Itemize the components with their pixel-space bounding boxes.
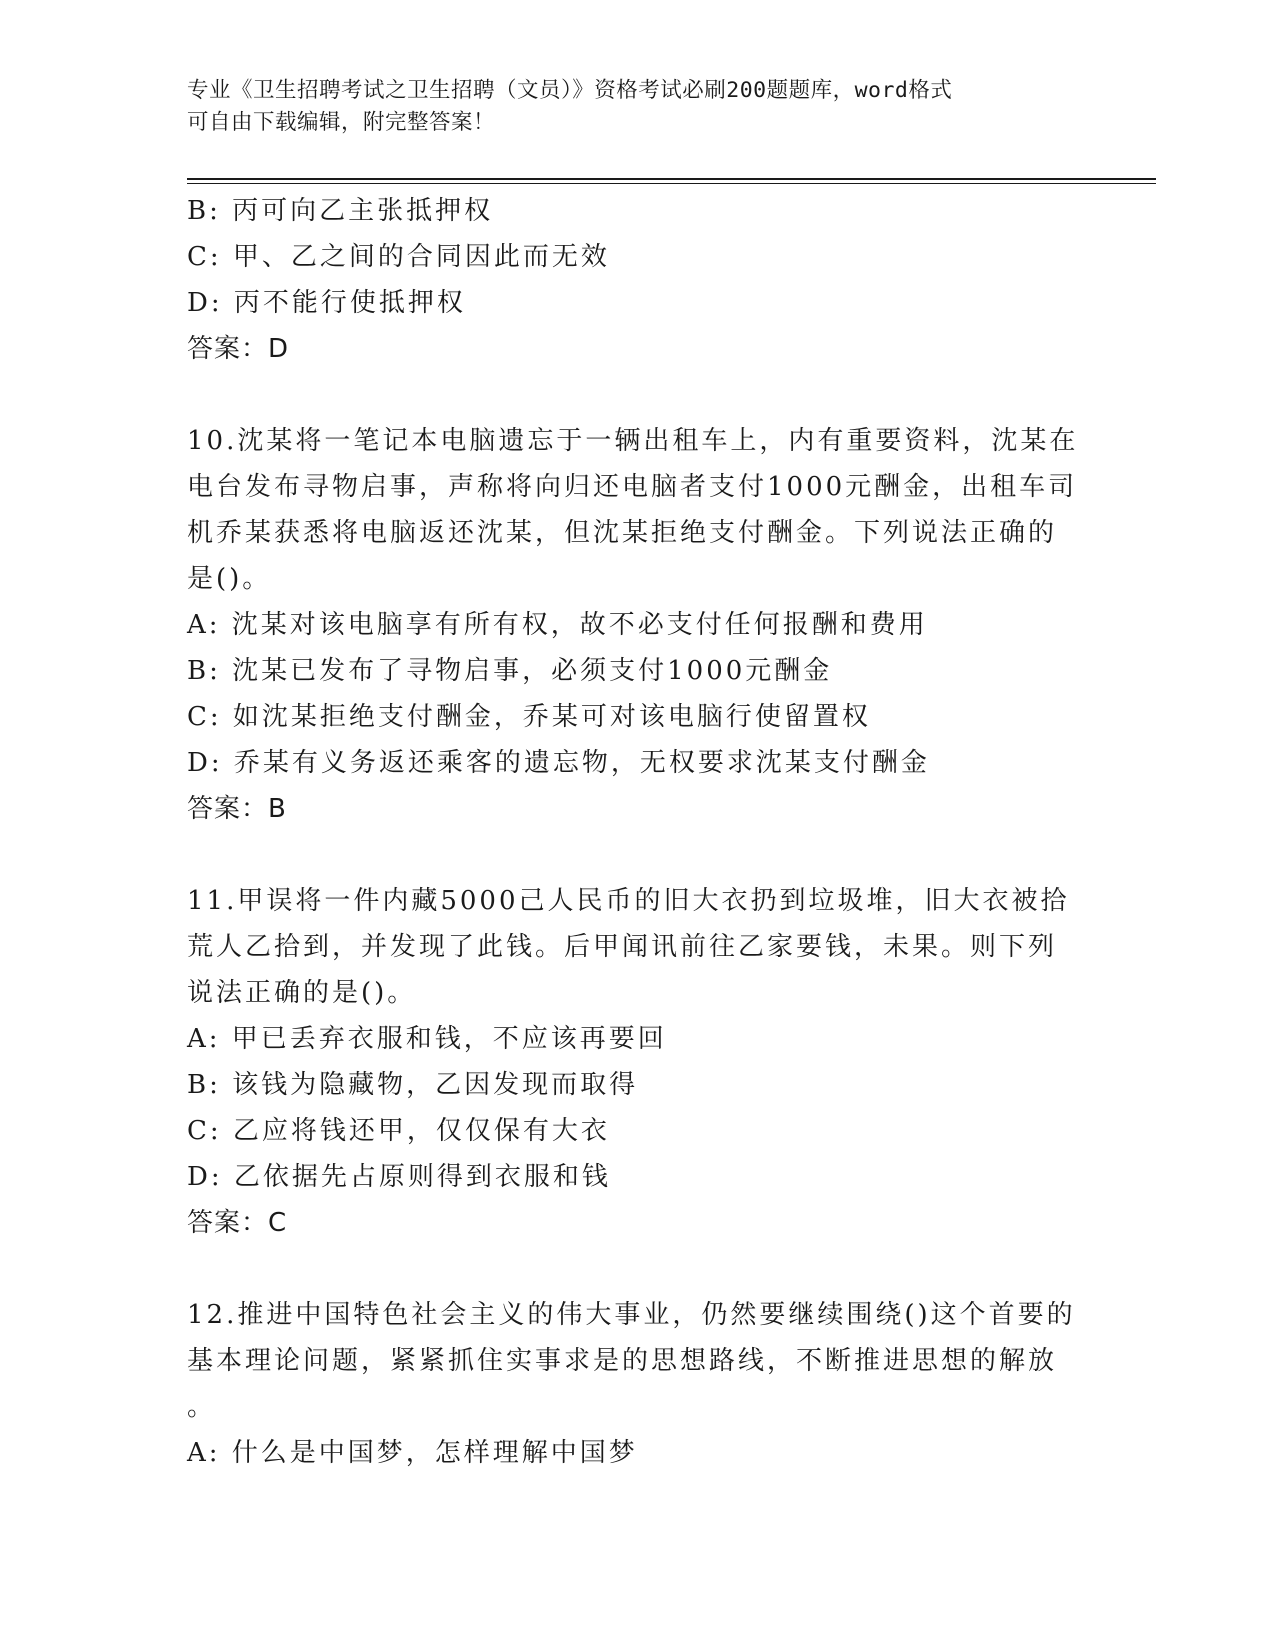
spacer — [187, 1246, 1082, 1292]
question-stem-line: 11.甲误将一件内藏5000己人民币的旧大衣扔到垃圾堆，旧大衣被拾 — [187, 886, 1070, 916]
question-stem-line: 机乔某获悉将电脑返还沈某，但沈某拒绝支付酬金。下列说法正确的 — [187, 518, 1058, 548]
option-c: C: 甲、乙之间的合同因此而无效 — [187, 242, 610, 272]
option-a: A: 沈某对该电脑享有所有权，故不必支付任何报酬和费用 — [187, 610, 928, 640]
question-stem-line: 电台发布寻物启事，声称将向归还电脑者支付1000元酬金，出租车司 — [187, 472, 1078, 502]
question-12 — [187, 1292, 1082, 1476]
option-b: B: 沈某已发布了寻物启事，必须支付1000元酬金 — [187, 656, 833, 686]
option-b: B: 丙可向乙主张抵押权 — [187, 196, 494, 226]
question-9 — [187, 188, 1082, 372]
option-d: D: 乔某有义务返还乘客的遗忘物，无权要求沈某支付酬金 — [187, 748, 930, 778]
option-a: A: 什么是中国梦，怎样理解中国梦 — [187, 1438, 638, 1468]
option-d: D: 丙不能行使抵押权 — [187, 288, 466, 318]
option-a: A: 甲已丢弃衣服和钱，不应该再要回 — [187, 1024, 667, 1054]
option-b: B: 该钱为隐藏物，乙因发现而取得 — [187, 1070, 639, 1100]
answer: 答案：B — [187, 794, 287, 824]
option-d: D: 乙依据先占原则得到衣服和钱 — [187, 1162, 611, 1192]
header-rule-thin — [187, 183, 1156, 184]
question-stem-line: 12.推进中国特色社会主义的伟大事业，仍然要继续围绕()这个首要的 — [187, 1300, 1076, 1330]
header-line-2: 可自由下载编辑，附完整答案！ — [187, 110, 496, 135]
option-c: C: 乙应将钱还甲，仅仅保有大衣 — [187, 1116, 610, 1146]
spacer — [187, 372, 1082, 418]
answer: 答案：C — [187, 1208, 288, 1238]
header-rule-thick — [187, 178, 1156, 180]
question-stem-line: 。 — [187, 1392, 217, 1422]
answer: 答案：D — [187, 334, 290, 364]
question-stem-line: 是()。 — [187, 564, 272, 594]
question-list — [187, 188, 1082, 1476]
question-stem-line: 说法正确的是()。 — [187, 978, 417, 1008]
question-stem-line: 荒人乙拾到，并发现了此钱。后甲闻讯前往乙家要钱，未果。则下列 — [187, 932, 1058, 962]
header-line-1: 专业《卫生招聘考试之卫生招聘（文员）》资格考试必刷200题题库，word格式 — [187, 78, 953, 103]
question-10 — [187, 418, 1082, 832]
question-stem-line: 10.沈某将一笔记本电脑遗忘于一辆出租车上，内有重要资料，沈某在 — [187, 426, 1079, 456]
document-header — [187, 75, 1067, 139]
question-11 — [187, 878, 1082, 1246]
option-c: C: 如沈某拒绝支付酬金，乔某可对该电脑行使留置权 — [187, 702, 871, 732]
question-stem-line: 基本理论问题，紧紧抓住实事求是的思想路线，不断推进思想的解放 — [187, 1346, 1058, 1376]
spacer — [187, 832, 1082, 878]
